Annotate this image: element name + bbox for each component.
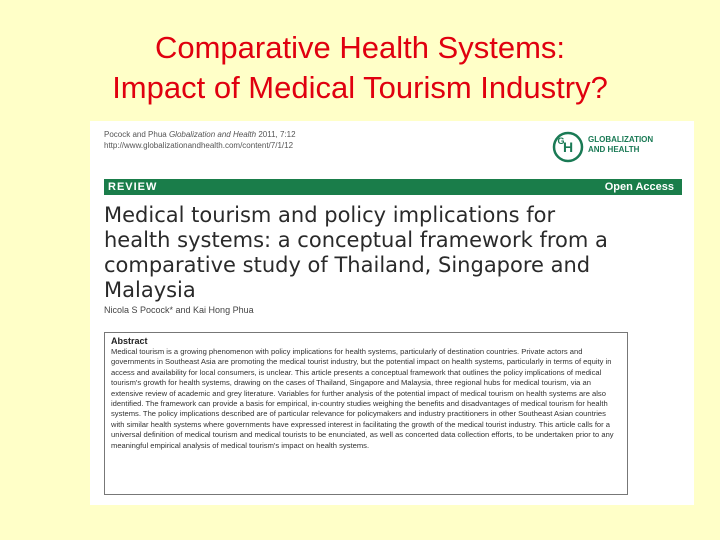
paper-screenshot [90, 121, 694, 505]
svg-text:H: H [562, 139, 574, 155]
paper-authors: Nicola S Pocock* and Kai Hong Phua [104, 305, 254, 315]
slide-title-line-2: Impact of Medical Tourism Industry? [112, 70, 608, 105]
citation [104, 129, 296, 151]
paper-title [104, 203, 684, 303]
slide-title-line-1: Comparative Health Systems: [154, 30, 566, 65]
paper-title-line-2: health systems: a conceptual framework from a [104, 228, 608, 252]
logo-text [588, 135, 653, 155]
globe-icon [552, 129, 584, 165]
abstract-box [104, 332, 628, 495]
journal-logo [552, 127, 684, 167]
paper-title-line-4: Malaysia [104, 278, 196, 302]
citation-line-1 [104, 129, 296, 140]
paper-title-line-1: Medical tourism and policy implications for [104, 203, 556, 227]
citation-volume: 2011, 7:12 [256, 130, 296, 139]
logo-text-line-1: GLOBALIZATION [588, 135, 654, 144]
open-access-label: Open Access [604, 181, 674, 193]
abstract-body: Medical tourism is a growing phenomenon with policy implications for health systems, particularly of destination countries. Private actors and governments in Southeast Asia are promoting the medical tourist industry, but the potential impact on health systems, particularly in terms of equity in access and availability for local consumers, is unclear. This article presents a conceptual framework that outlines the policy implications of medical tourism's growth for health systems, drawing on the cases of Thailand, Singapore and Malaysia, three regional hubs for medical tourism, via an extensive review of academic and grey literature. Variables for further analysis of the potential impact of medical tourism on health systems are also identified. The framework can provide a basis for empirical, in-country studies weighing the benefits and disadvantages of medical tourism for health systems. The policy implications described are of particular relevance for policymakers and industry practitioners in other Southeast Asian countries with similar health systems where governments have expressed interest in facilitating the growth of the medical tourist industry. This article calls for a universal definition of medical tourism and medical tourists to be enunciated, as well as concerted data collection efforts, to be undertaken prior to any meaningful empirical analysis of medical tourism's impact on health systems. [111, 347, 614, 450]
abstract-heading: Abstract [111, 336, 148, 346]
review-label: REVIEW [108, 181, 158, 193]
svg-text:G: G [557, 136, 565, 146]
paper-title-line-3: comparative study of Thailand, Singapore and [104, 253, 591, 277]
logo-text-line-2: AND HEALTH [588, 145, 640, 154]
article-type-bar [104, 179, 682, 195]
slide-title [0, 28, 720, 108]
citation-url: http://www.globalizationandhealth.com/content/7/1/12 [104, 141, 294, 150]
citation-authors: Pocock and Phua [104, 130, 169, 139]
citation-journal: Globalization and Health [168, 130, 257, 139]
